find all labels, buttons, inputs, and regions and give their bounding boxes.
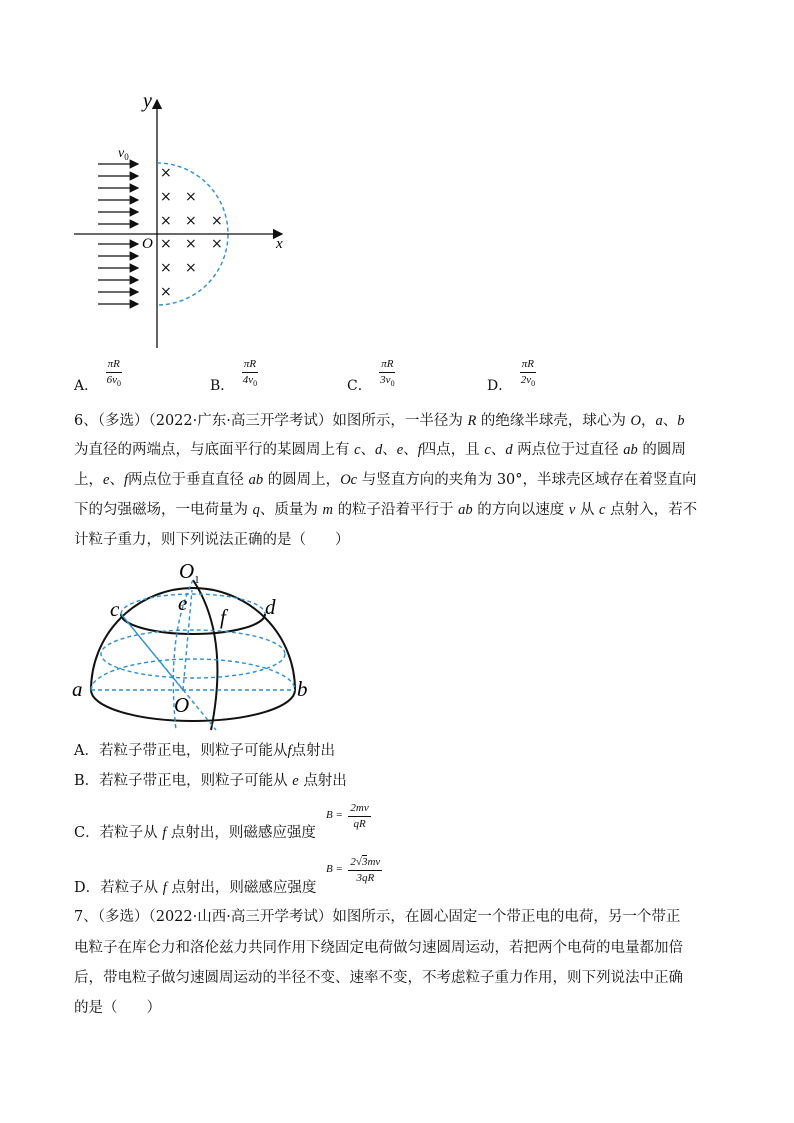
label-b: b <box>297 677 308 701</box>
q6-line-1: 6、（多选）（2022·广东·高三开学考试）如图所示，一半径为 R 的绝缘半球壳，球心为 O，a、b <box>74 413 685 429</box>
q5-option-b[interactable]: B． $\frac{\pi R}{4v_0}$ <box>210 358 258 395</box>
cross-mark: × <box>185 213 197 229</box>
q6-line-4: 下的匀强磁场，一电荷量为 q、质量为 m 的粒子沿着平行于 ab 的方向以速度 v 从 c 点射入，若不 <box>74 502 698 518</box>
base-front-edge <box>91 690 295 721</box>
label-o1: $O_1$ <box>179 559 200 586</box>
x-axis-label: x <box>276 236 283 252</box>
cross-mark: × <box>160 236 172 252</box>
q6-line-3: 上，e、f两点位于垂直直径 ab 的圆周上，Oc 与竖直方向的夹角为 30°，半球壳区域存在着竖直向 <box>74 472 697 488</box>
top-circle-back <box>121 594 265 614</box>
q7-line-4: 的是（ ） <box>74 1000 161 1016</box>
cross-mark: × <box>211 236 223 252</box>
v0-label: $v_0$ <box>118 146 129 162</box>
cross-mark: × <box>160 189 172 205</box>
figure-magnetic-field-diagram <box>60 88 300 358</box>
cross-mark: × <box>160 260 172 276</box>
y-axis-label: y <box>143 90 152 112</box>
q6-c-equation: B = $\frac{2mv}{qR}$ <box>326 802 369 830</box>
label-f: f <box>220 605 226 629</box>
label-a: a <box>72 677 83 701</box>
cross-mark: × <box>185 260 197 276</box>
q6-line-5: 计粒子重力，则下列说法正确的是（ ） <box>74 532 350 548</box>
field-crosses <box>160 165 223 300</box>
cross-mark: × <box>185 189 197 205</box>
q5-option-a[interactable]: A． $\frac{\pi R}{6v_0}$ <box>74 358 121 395</box>
cross-mark: × <box>160 284 172 300</box>
q6-option-b[interactable]: B．若粒子带正电，则粒子可能从 e 点射出 <box>74 773 347 789</box>
cross-mark: × <box>185 236 197 252</box>
middle-latitude <box>101 630 285 678</box>
origin-label: O <box>142 236 153 252</box>
meridian-ef <box>193 580 217 730</box>
q6-option-d[interactable]: D．若粒子从 f 点射出，则磁感应强度 <box>74 880 317 896</box>
q5-option-c[interactable]: C． $\frac{\pi R}{3v_0}$ <box>347 358 395 395</box>
figure-hemisphere-diagram <box>68 558 318 740</box>
q6-option-a[interactable]: A．若粒子带正电，则粒子可能从f点射出 <box>74 743 336 759</box>
q5-option-d[interactable]: D． $\frac{\pi R}{2v_0}$ <box>487 358 536 395</box>
label-o: O <box>174 693 190 717</box>
q6-d-equation: B = $\frac{2√3mv}{3qR}$ <box>326 856 381 884</box>
q6-line-2: 为直径的两端点，与底面平行的某圆周上有 c、d、e、f四点，且 c、d 两点位于过直径 ab 的圆周 <box>74 442 686 458</box>
q7-line-1: 7、（多选）（2022·山西·高三开学考试）如图所示，在圆心固定一个带正电的电荷，另一个带正 <box>74 909 681 925</box>
q6-option-c[interactable]: C．若粒子从 f 点射出，则磁感应强度 <box>74 825 316 841</box>
base-back-dashed <box>91 659 295 690</box>
cross-mark: × <box>160 213 172 229</box>
label-d: d <box>265 595 276 619</box>
label-c: c <box>110 597 120 621</box>
q7-line-2: 电粒子在库仑力和洛伦兹力共同作用下绕固定电荷做匀速圆周运动，若把两个电荷的电量都加倍 <box>74 940 683 956</box>
label-e: e <box>178 591 188 615</box>
top-circle-front <box>121 614 265 634</box>
cross-mark: × <box>160 165 172 181</box>
cross-mark: × <box>211 213 223 229</box>
q7-line-3: 后，带电粒子做匀速圆周运动的半径不变、速率不变，不考虑粒子重力作用，则下列说法中正确 <box>74 970 683 986</box>
